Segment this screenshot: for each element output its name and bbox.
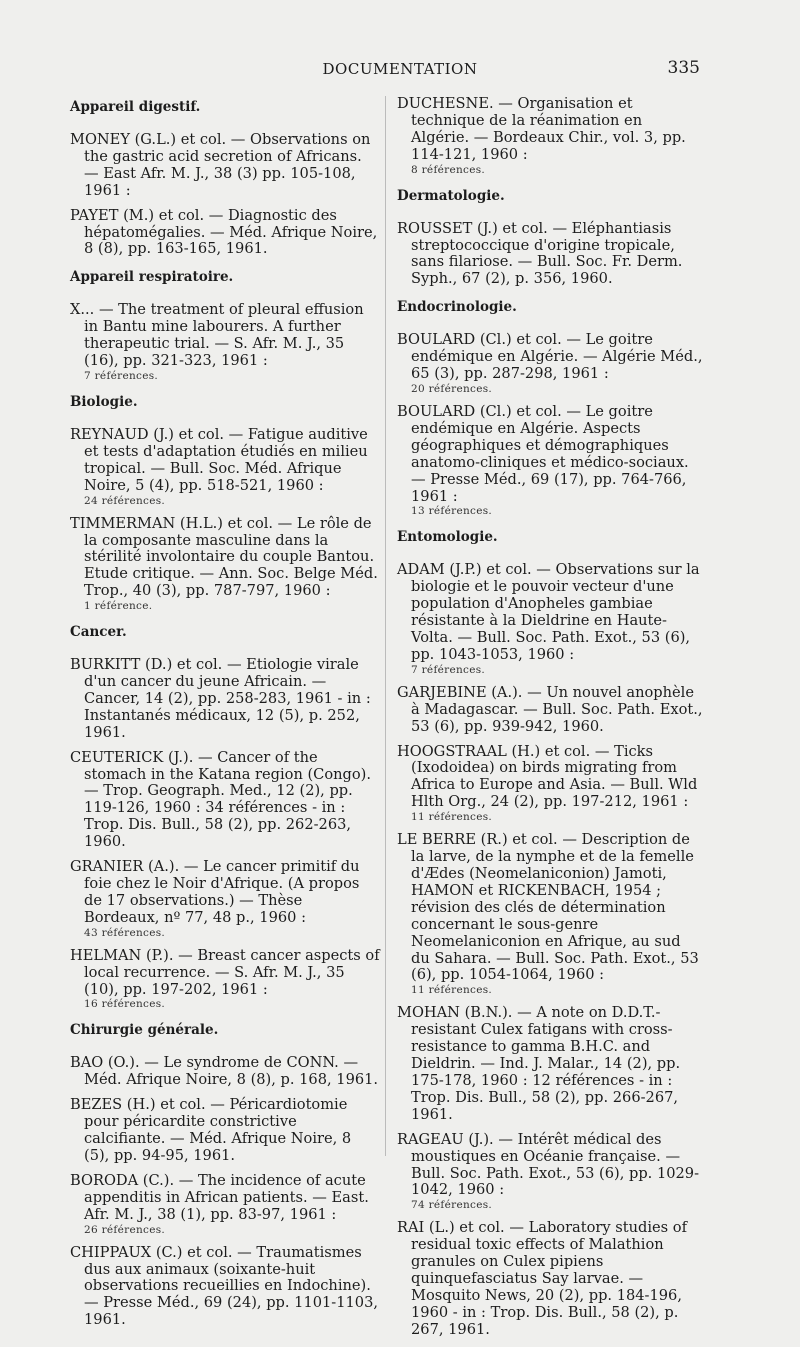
bibliography-entry (397, 685, 703, 736)
bibliography-entry (70, 1097, 380, 1165)
right-column (397, 96, 703, 1347)
entry-references-count: 43 références. (84, 926, 166, 939)
entry-references-count: 7 références. (411, 663, 486, 676)
entry-text: MOHAN (B.N.). — A note on D.D.T.-resistant Culex fatigans with cross-resistance to gamma B.H.C. and Dieldrin. — Ind. J. Malar., 14 (2), pp. 175-178, 1960 : 12 références - in : Trop. Dis. Bull., 58 (2), pp. 266-267, 1961. (397, 1004, 681, 1123)
running-title: DOCUMENTATION (322, 60, 478, 78)
section-title: Appareil digestif. (70, 99, 201, 115)
bibliography-entry (397, 404, 703, 518)
section (70, 393, 380, 613)
bibliography-entry (397, 1220, 703, 1338)
bibliography-entry (397, 562, 703, 676)
entry-references-count: 11 références. (411, 984, 493, 997)
entry-text: HOOGSTRAAL (H.) et col. — Ticks (Ixodoidea) on birds migrating from Africa to Europe and Asia. — Bull. Wld Hlth Org., 24 (2), pp. 197-212, 1961 : (397, 742, 698, 811)
entry-references-count: 7 références. (84, 369, 159, 382)
entry-text: BOULARD (Cl.) et col. — Le goitre endémique en Algérie. — Algérie Méd., 65 (3), pp. 287-298, 1961 : (397, 331, 703, 383)
entry-text: BAO (O.). — Le syndrome de CONN. — Méd. Afrique Noire, 8 (8), p. 168, 1961. (70, 1054, 379, 1089)
bibliography-entry (397, 744, 703, 825)
entry-text: MONEY (G.L.) et col. — Observations on the gastric acid secretion of Africans. — East Afr. M. J., 38 (3) pp. 105-108, 1961 : (70, 131, 371, 199)
entry-references-count: 24 références. (84, 494, 166, 507)
section (397, 96, 703, 177)
entry-text: ADAM (J.P.) et col. — Observations sur la biologie et le pouvoir vecteur d'une population d'Anopheles gambiae résistante à la Dieldrine en Haute-Volta. — Bull. Soc. Path. Exot., 53 (6), pp. 1043-1053, 1960 : (397, 561, 700, 663)
section-title: Cancer. (70, 624, 127, 641)
entry-text: CHIPPAUX (C.) et col. — Traumatismes dus aux animaux (soixante-huit observations recueillies en Indochine). — Presse Méd., 69 (24), pp. 1101-1103, 1961. (70, 1243, 379, 1329)
entry-references-count: 74 références. (411, 1199, 493, 1212)
bibliography-entry (70, 302, 380, 383)
section (70, 268, 380, 383)
bibliography-entry (70, 1055, 380, 1089)
entry-text: RAGEAU (J.). — Intérêt médical des moustiques en Océanie française. — Bull. Soc. Path. Exot., 53 (6), pp. 1029-1042, 1960 : (397, 1130, 700, 1199)
entry-text: BEZES (H.) et col. — Péricardiotomie pour péricardite constrictive calcifiante. — Méd. Afrique Noire, 8 (5), pp. 94-95, 1961. (70, 1096, 352, 1164)
entry-text: BORODA (C.). — The incidence of acute appenditis in African patients. — East. Afr. M. J., 38 (1), pp. 83-97, 1961 : (70, 1171, 369, 1223)
entry-text: ROUSSET (J.) et col. — Eléphantiasis streptococcique d'origine tropicale, sans filariose. — Bull. Soc. Fr. Derm. Syph., 67 (2), p. 356, 1960. (397, 219, 683, 288)
section (397, 298, 703, 518)
entry-text: PAYET (M.) et col. — Diagnostic des hépatomégalies. — Méd. Afrique Noire, 8 (8), pp. 163-165, 1961. (70, 206, 378, 258)
bibliography-entry (70, 208, 380, 259)
entry-references-count: 16 références. (84, 998, 166, 1011)
section-title: Biologie. (70, 393, 138, 410)
bibliography-entry (70, 948, 380, 1012)
bibliography-entry (70, 657, 380, 742)
entry-text: HELMAN (P.). — Breast cancer aspects of local recurrence. — S. Afr. M. J., 35 (10), pp. 197-202, 1961 : (70, 946, 380, 998)
bibliography-entry (397, 332, 703, 396)
section-title: Dermatologie. (397, 187, 505, 204)
left-column (70, 96, 380, 1337)
bibliography-entry (70, 750, 380, 851)
entry-text: TIMMERMAN (H.L.) et col. — Le rôle de la composante masculine dans la stérilité involontaire du couple Bantou. Etude critique. — Ann. Soc. Belge Méd. Trop., 40 (3), pp. 787-797, 1960 : (70, 514, 378, 600)
bibliography-entry (397, 221, 703, 289)
bibliography-entry (397, 1132, 703, 1213)
entry-text: X... — The treatment of pleural effusion in Bantu mine labourers. A further therapeutic trial. — S. Afr. M. J., 35 (16), pp. 321-323, 1961 : (70, 301, 364, 370)
bibliography-entry (70, 427, 380, 508)
entry-text: GARJEBINE (A.). — Un nouvel anophèle à Madagascar. — Bull. Soc. Path. Exot., 53 (6), pp. 939-942, 1960. (397, 683, 703, 735)
column-divider (385, 96, 386, 1156)
section (397, 187, 703, 289)
entry-text: BOULARD (Cl.) et col. — Le goitre endémique en Algérie. Aspects géographiques et démographiques anatomo-cliniques et médico-sociaux. — Presse Méd., 69 (17), pp. 764-766, 1961 : (397, 402, 689, 505)
section (70, 98, 380, 258)
entry-text: CEUTERICK (J.). — Cancer of the stomach in the Katana region (Congo). — Trop. Geograph. Med., 12 (2), pp. 119-126, 1960 : 34 références - in : Trop. Dis. Bull., 58 (2), pp. 262-263, 1960. (70, 748, 371, 851)
page-number: 335 (667, 58, 700, 78)
section (70, 1021, 380, 1329)
bibliography-entry (70, 1245, 380, 1330)
entry-references-count: 26 références. (84, 1223, 166, 1236)
bibliography-entry (70, 132, 380, 200)
entry-text: RAI (L.) et col. — Laboratory studies of residual toxic effects of Malathion granules on Culex pipiens quinquefasciatus Say larvae. — Mosquito News, 20 (2), pp. 184-196, 1960 - in : Trop. Dis. Bull., 58 (2), p. 267, 1961. (397, 1219, 687, 1338)
entry-text: GRANIER (A.). — Le cancer primitif du foie chez le Noir d'Afrique. (A propos de 17 observations.) — Thèse Bordeaux, nº 77, 48 p., 1960 : (70, 858, 360, 926)
entry-text: DUCHESNE. — Organisation et technique de la réanimation en Algérie. — Bordeaux Chir., vol. 3, pp. 114-121, 1960 : (397, 95, 686, 163)
bibliography-entry (397, 832, 703, 997)
section-title: Appareil respiratoire. (70, 269, 234, 286)
section-title: Endocrinologie. (397, 299, 517, 316)
entry-references-count: 13 références. (411, 505, 493, 518)
entry-references-count: 8 références. (411, 163, 486, 176)
bibliography-entry (397, 96, 703, 177)
section-title: Entomologie. (397, 529, 498, 546)
section-title: Chirurgie générale. (70, 1022, 219, 1039)
entry-references-count: 20 références. (411, 382, 493, 395)
entry-references-count: 1 référence. (84, 600, 153, 613)
section (70, 623, 380, 1011)
entry-references-count: 11 références. (411, 811, 493, 824)
entry-text: LE BERRE (R.) et col. — Description de la larve, de la nymphe et de la femelle d'Ædes (Neomelaniconion) Jamoti, HAMON et RICKENBACH, 1954 ; révision des clés de détermination concernant le sous-genre Neomelaniconion en Afrique, au sud du Sahara. — Bull. Soc. Path. Exot., 53 (6), pp. 1054-1064, 1960 : (397, 831, 699, 984)
bibliography-entry (70, 859, 380, 940)
page-header (0, 58, 800, 82)
bibliography-entry (70, 516, 380, 614)
entry-text: REYNAUD (J.) et col. — Fatigue auditive et tests d'adaptation étudiés en milieu tropical. — Bull. Soc. Méd. Afrique Noire, 5 (4), pp. 518-521, 1960 : (70, 425, 368, 494)
bibliography-entry (397, 1005, 703, 1123)
entry-text: BURKITT (D.) et col. — Etiologie virale d'un cancer du jeune Africain. — Cancer, 14 (2), pp. 258-283, 1961 - in : Instantanés médicaux, 12 (5), p. 252, 1961. (70, 656, 371, 741)
bibliography-entry (70, 1173, 380, 1237)
section (397, 528, 703, 1338)
